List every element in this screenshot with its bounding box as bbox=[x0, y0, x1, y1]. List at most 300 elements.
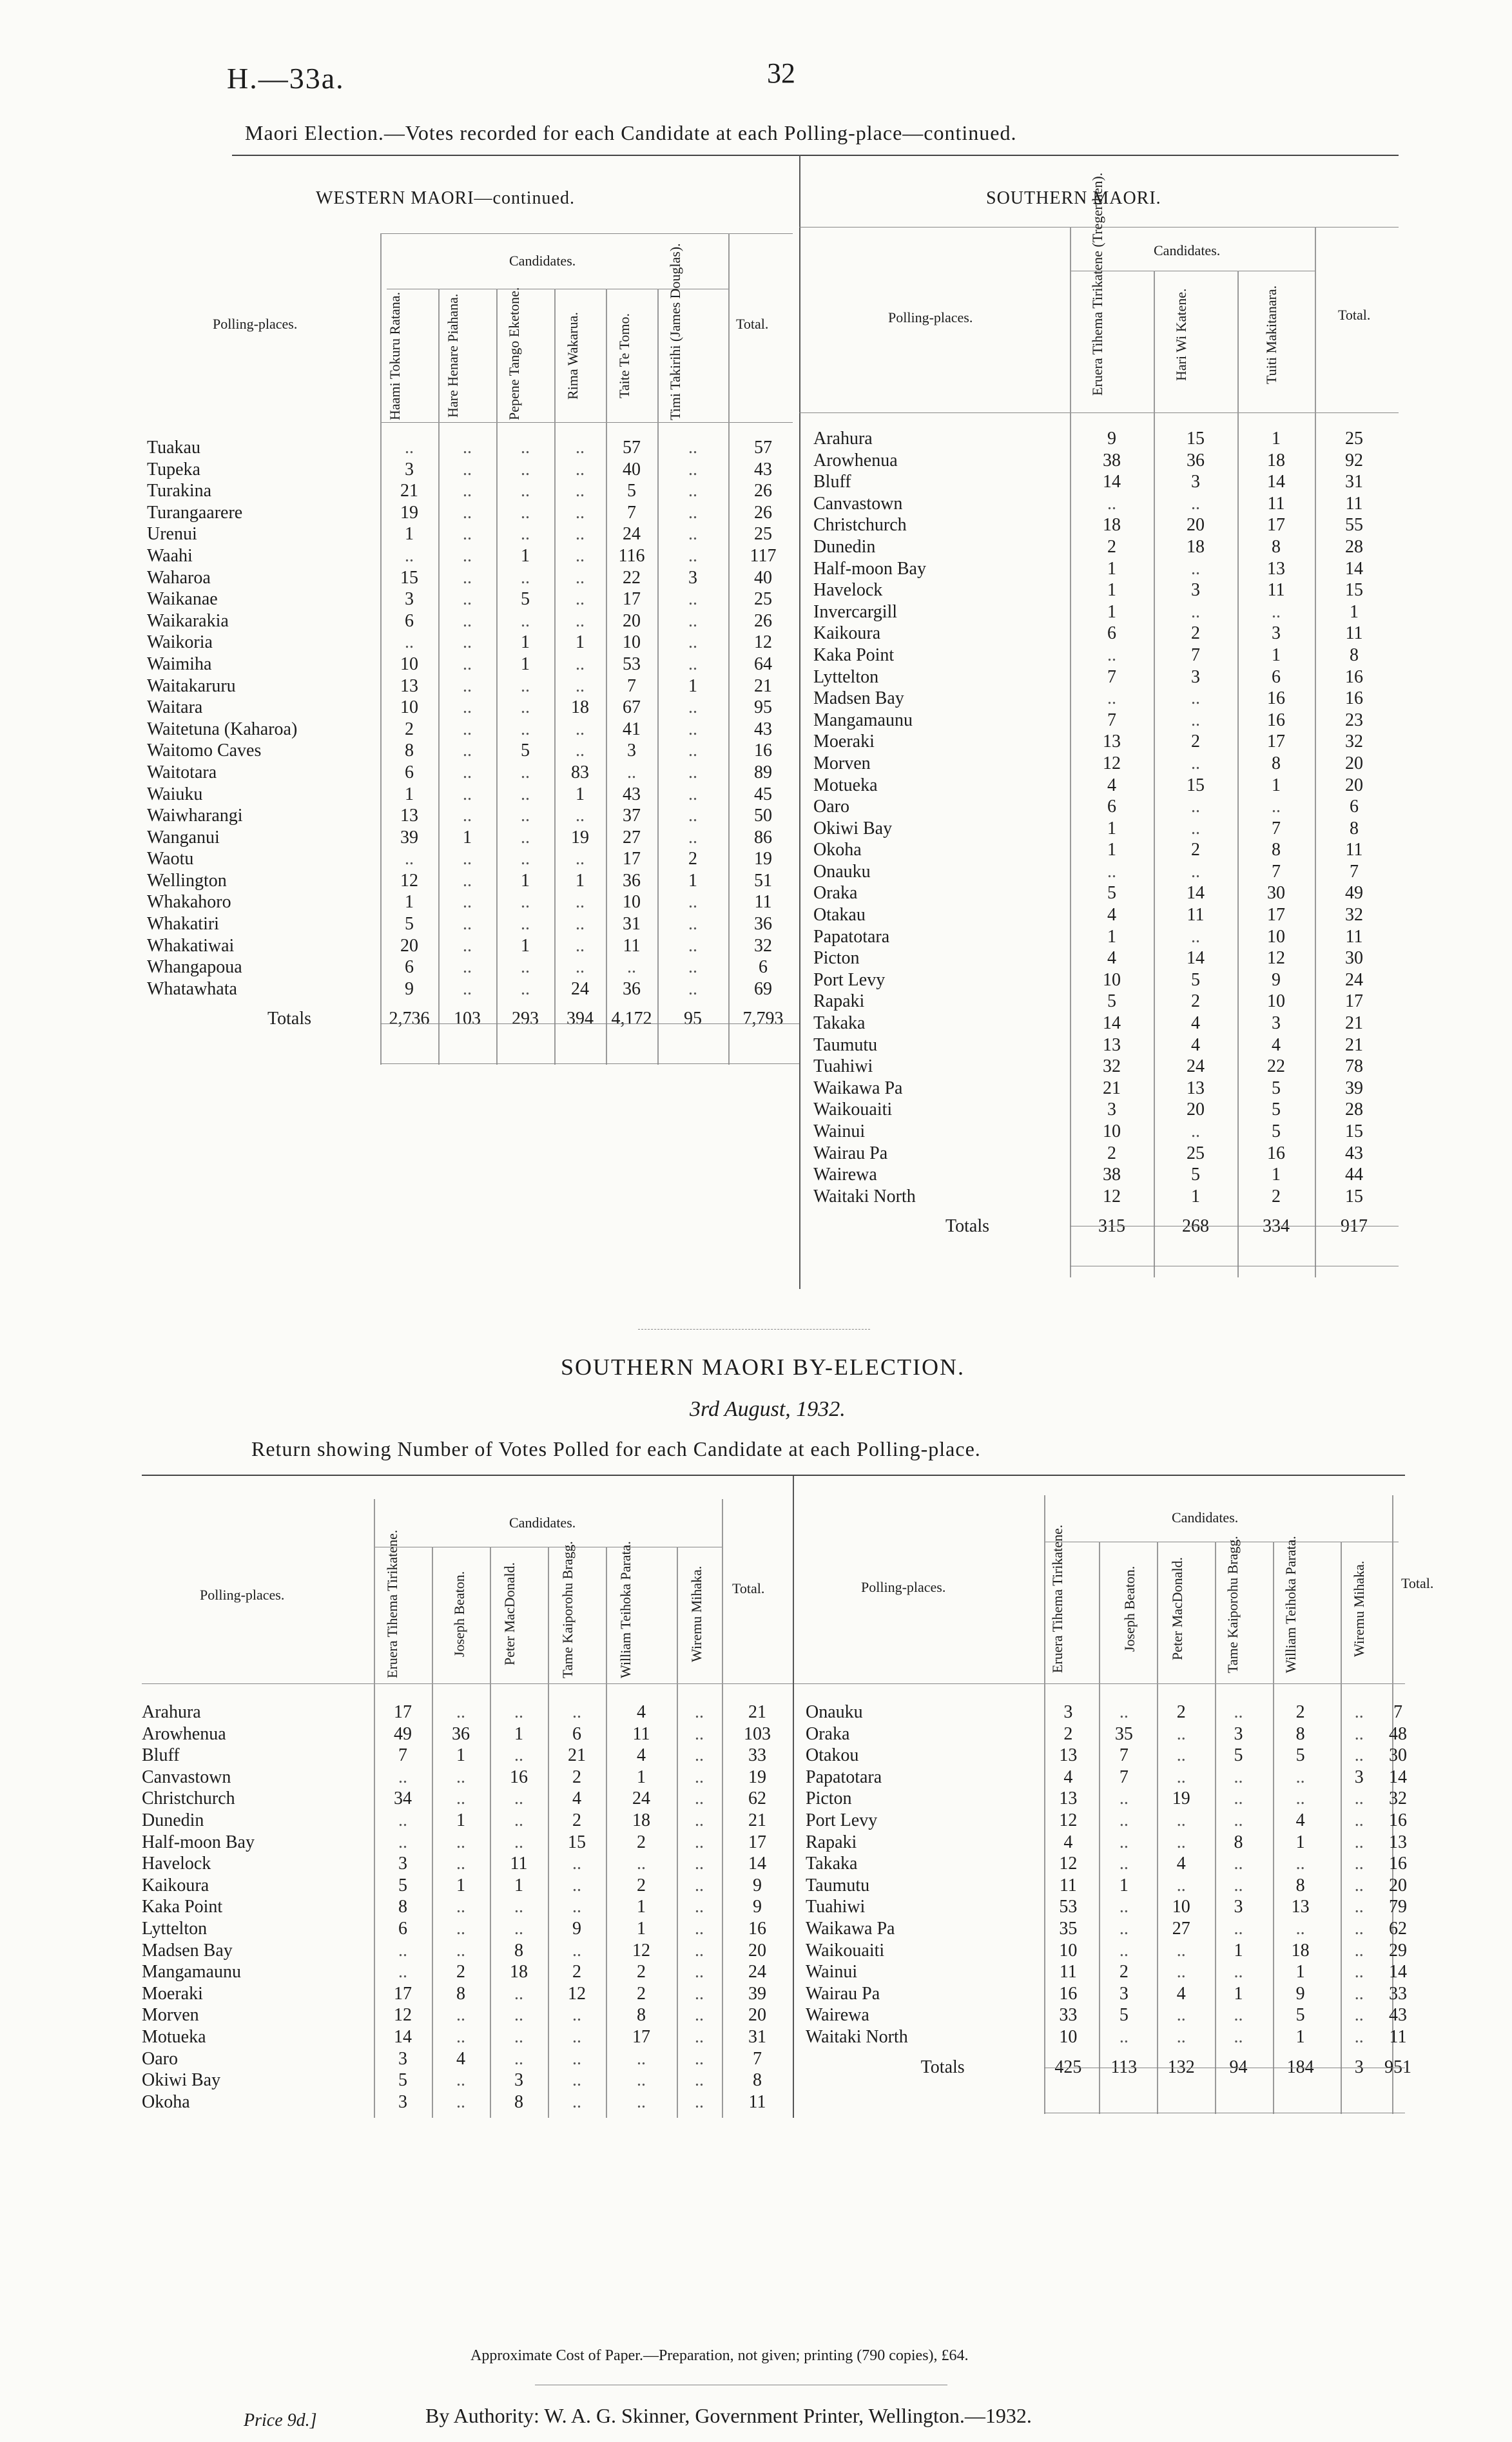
vote-cell: .. bbox=[576, 849, 585, 869]
vote-cell: .. bbox=[1354, 1810, 1364, 1830]
vote-cell: 14 bbox=[394, 2026, 412, 2047]
vote-cell: .. bbox=[576, 610, 585, 631]
vote-cell: 12 bbox=[632, 1940, 650, 1961]
vote-cell: 3 bbox=[1354, 1767, 1364, 1787]
by-election-row bbox=[806, 1745, 1411, 1767]
vote-cell: 21 bbox=[754, 675, 772, 696]
polling-place: Rapaki bbox=[806, 1832, 857, 1852]
southern-row bbox=[813, 1013, 1393, 1034]
by-election-row bbox=[142, 1767, 793, 1788]
vote-cell: 11 bbox=[1267, 493, 1285, 514]
vote-cell: .. bbox=[514, 1702, 523, 1722]
western-cand-3: Pepene Tango Eketone. bbox=[506, 287, 522, 420]
vote-cell: .. bbox=[463, 892, 472, 913]
vote-cell: 13 bbox=[1388, 1832, 1407, 1852]
vote-cell: 1 bbox=[456, 1810, 465, 1830]
vote-cell: 12 bbox=[1059, 1854, 1078, 1874]
southern-row bbox=[813, 1099, 1393, 1121]
by-election-row bbox=[806, 1701, 1411, 1723]
vote-cell: 10 bbox=[1103, 1121, 1121, 1141]
western-total-cell: 293 bbox=[512, 1009, 539, 1029]
vote-cell: 67 bbox=[623, 697, 641, 718]
western-row bbox=[147, 740, 798, 762]
vote-cell: 1 bbox=[463, 827, 472, 848]
vote-cell: 8 bbox=[514, 2091, 523, 2112]
vote-cell: 3 bbox=[1191, 472, 1200, 492]
vote-cell: 7 bbox=[627, 502, 636, 523]
vote-cell: 22 bbox=[1267, 1056, 1285, 1077]
vote-cell: .. bbox=[463, 545, 472, 566]
western-table bbox=[147, 437, 798, 1038]
vote-cell: 3 bbox=[1119, 1983, 1129, 2004]
vote-cell: .. bbox=[572, 1897, 581, 1917]
vote-cell: 4 bbox=[572, 1788, 581, 1809]
vote-cell: 1 bbox=[405, 524, 414, 545]
vote-cell: .. bbox=[463, 654, 472, 674]
vote-cell: 7 bbox=[1119, 1767, 1129, 1787]
vote-cell: .. bbox=[398, 1940, 407, 1961]
vote-cell: .. bbox=[521, 610, 530, 631]
southern-total-cell: 315 bbox=[1098, 1216, 1125, 1237]
vote-cell: .. bbox=[572, 1702, 581, 1722]
polling-place: Madsen Bay bbox=[813, 688, 904, 709]
by-election-row bbox=[142, 2004, 793, 2026]
polling-place: Okoha bbox=[813, 840, 862, 860]
vote-cell: .. bbox=[463, 741, 472, 761]
vote-cell: 7 bbox=[1107, 710, 1116, 730]
vote-cell: 25 bbox=[754, 589, 772, 610]
vote-cell: 15 bbox=[1187, 775, 1205, 795]
by-election-row bbox=[142, 1745, 793, 1767]
vote-cell: 3 bbox=[514, 2070, 523, 2091]
southern-row bbox=[813, 947, 1393, 969]
vote-cell: 3 bbox=[1272, 1013, 1281, 1034]
vote-cell: 1 bbox=[1272, 775, 1281, 795]
vote-cell: .. bbox=[463, 675, 472, 696]
vote-cell: 20 bbox=[1345, 775, 1363, 795]
vote-cell: .. bbox=[1191, 558, 1200, 579]
southern-row bbox=[813, 1143, 1393, 1165]
vote-cell: 10 bbox=[400, 654, 418, 674]
polling-place: Waitotara bbox=[147, 762, 217, 782]
by-right-cand-3: Peter MacDonald. bbox=[1169, 1556, 1185, 1661]
price: Price 9d.] bbox=[244, 2410, 317, 2430]
vote-cell: .. bbox=[1234, 1788, 1243, 1809]
vote-cell: .. bbox=[514, 1788, 523, 1809]
vote-cell: 15 bbox=[568, 1832, 586, 1852]
vote-cell: 24 bbox=[623, 524, 641, 545]
vote-cell: 1 bbox=[521, 935, 530, 956]
vote-cell: 43 bbox=[623, 784, 641, 804]
vote-cell: 1 bbox=[456, 1875, 465, 1895]
vote-cell: .. bbox=[463, 632, 472, 653]
western-row bbox=[147, 675, 798, 697]
by-election-row bbox=[806, 1810, 1411, 1832]
vote-cell: .. bbox=[463, 589, 472, 610]
polling-place: Oraka bbox=[806, 1723, 850, 1744]
vote-cell: 1 bbox=[1107, 580, 1116, 601]
vote-cell: 5 bbox=[398, 1875, 407, 1895]
polling-place: Waiwharangi bbox=[147, 806, 243, 826]
polling-place: Mangamaunu bbox=[142, 1962, 241, 1982]
vote-cell: .. bbox=[1191, 601, 1200, 622]
vote-cell: .. bbox=[695, 1723, 704, 1744]
western-row bbox=[147, 719, 798, 741]
by-election-row bbox=[806, 1875, 1411, 1897]
polling-place: Onauku bbox=[813, 861, 871, 882]
southern-row bbox=[813, 558, 1393, 580]
by-election-row bbox=[142, 1723, 793, 1745]
vote-cell: 12 bbox=[1103, 753, 1121, 773]
vote-cell: .. bbox=[463, 610, 472, 631]
vote-cell: .. bbox=[637, 2070, 646, 2091]
western-row bbox=[147, 935, 798, 957]
vote-cell: .. bbox=[695, 1788, 704, 1809]
polling-place: Canvastown bbox=[813, 493, 903, 514]
polling-place: Port Levy bbox=[806, 1810, 878, 1830]
vote-cell: 18 bbox=[510, 1962, 528, 1982]
vote-cell: 53 bbox=[1059, 1897, 1078, 1917]
polling-place: Otakou bbox=[806, 1745, 859, 1766]
vote-cell: 62 bbox=[748, 1788, 766, 1809]
vote-cell: 2 bbox=[637, 1875, 646, 1895]
vote-cell: 19 bbox=[571, 827, 589, 848]
vote-cell: 9 bbox=[753, 1875, 762, 1895]
vote-cell: .. bbox=[1354, 1918, 1364, 1939]
vote-cell: 3 bbox=[627, 741, 636, 761]
western-row bbox=[147, 697, 798, 719]
page-title: Maori Election.—Votes recorded for each Candidate at each Polling-place—continued. bbox=[245, 121, 1017, 144]
vote-cell: 7 bbox=[1272, 818, 1281, 838]
polling-place: Waitaki North bbox=[806, 2026, 908, 2047]
polling-place: Waikouaiti bbox=[806, 1940, 885, 1961]
vote-cell: 8 bbox=[753, 2070, 762, 2091]
vote-cell: 41 bbox=[623, 719, 641, 739]
vote-cell: 40 bbox=[623, 459, 641, 480]
western-total-cell: 2,736 bbox=[389, 1009, 430, 1029]
vote-cell: 22 bbox=[623, 567, 641, 588]
vote-cell: 11 bbox=[1059, 1875, 1077, 1895]
vote-cell: 27 bbox=[1172, 1918, 1190, 1939]
vote-cell: 21 bbox=[1345, 1034, 1363, 1055]
vote-cell: .. bbox=[463, 957, 472, 978]
by-election-subtitle: Return showing Number of Votes Polled for each Candidate at each Polling-place. bbox=[251, 1437, 981, 1460]
by-right-candidates-heading: Candidates. bbox=[1172, 1509, 1239, 1526]
vote-cell: .. bbox=[1176, 1745, 1186, 1766]
vote-cell: .. bbox=[576, 741, 585, 761]
by-election-row bbox=[142, 2026, 793, 2048]
vote-cell: 1 bbox=[405, 892, 414, 913]
polling-place: Arahura bbox=[142, 1702, 201, 1722]
vote-cell: .. bbox=[576, 935, 585, 956]
vote-cell: 4 bbox=[1107, 948, 1116, 969]
vote-cell: .. bbox=[1119, 1788, 1129, 1809]
vote-cell: 1 bbox=[1107, 926, 1116, 947]
vote-cell: .. bbox=[456, 2026, 465, 2047]
vote-cell: .. bbox=[514, 2005, 523, 2026]
vote-cell: 25 bbox=[1187, 1143, 1205, 1163]
vote-cell: .. bbox=[576, 502, 585, 523]
vote-cell: 2 bbox=[637, 1983, 646, 2004]
vote-cell: 17 bbox=[748, 1832, 766, 1852]
vote-cell: 39 bbox=[400, 827, 418, 848]
by-total-cell: 132 bbox=[1167, 2057, 1195, 2077]
vote-cell: 6 bbox=[759, 957, 768, 978]
vote-cell: 3 bbox=[405, 589, 414, 610]
vote-cell: .. bbox=[1354, 2005, 1364, 2026]
vote-cell: .. bbox=[514, 1918, 523, 1939]
vote-cell: .. bbox=[1295, 1767, 1305, 1787]
vote-cell: .. bbox=[1176, 1767, 1186, 1787]
vote-cell: .. bbox=[463, 438, 472, 458]
vote-cell: 9 bbox=[753, 1897, 762, 1917]
southern-row bbox=[813, 688, 1393, 710]
polling-place: Taumutu bbox=[806, 1875, 870, 1895]
polling-place: Moeraki bbox=[142, 1983, 203, 2004]
vote-cell: .. bbox=[695, 1767, 704, 1787]
vote-cell: .. bbox=[521, 675, 530, 696]
vote-cell: 7 bbox=[1272, 861, 1281, 882]
vote-cell: .. bbox=[695, 2005, 704, 2026]
vote-cell: 1 bbox=[1295, 1962, 1305, 1982]
vote-cell: 10 bbox=[400, 697, 418, 718]
vote-cell: .. bbox=[1107, 644, 1116, 665]
vote-cell: .. bbox=[521, 481, 530, 501]
vote-cell: 36 bbox=[754, 914, 772, 935]
vote-cell: 5 bbox=[1107, 991, 1116, 1012]
polling-place: Canvastown bbox=[142, 1767, 231, 1787]
vote-cell: 4 bbox=[1295, 1810, 1305, 1830]
vote-cell: 1 bbox=[637, 1918, 646, 1939]
vote-cell: .. bbox=[576, 524, 585, 545]
vote-cell: .. bbox=[1354, 1723, 1364, 1744]
vote-cell: 36 bbox=[623, 978, 641, 999]
by-election-row bbox=[806, 1767, 1411, 1788]
vote-cell: 16 bbox=[1388, 1810, 1407, 1830]
vote-cell: 16 bbox=[748, 1918, 766, 1939]
polling-place: Lyttelton bbox=[142, 1918, 208, 1939]
vote-cell: 25 bbox=[1345, 429, 1363, 449]
vote-cell: .. bbox=[695, 2048, 704, 2069]
vote-cell: 5 bbox=[1272, 1078, 1281, 1098]
polling-place: Madsen Bay bbox=[142, 1940, 233, 1961]
vote-cell: 1 bbox=[576, 632, 585, 653]
vote-cell: 95 bbox=[754, 697, 772, 718]
southern-total-heading: Total. bbox=[1338, 307, 1371, 323]
vote-cell: 89 bbox=[754, 762, 772, 782]
vote-cell: .. bbox=[456, 1788, 465, 1809]
vote-cell: 26 bbox=[754, 502, 772, 523]
southern-cand-2: Hari Wi Katene. bbox=[1173, 288, 1189, 381]
vote-cell: .. bbox=[1354, 1745, 1364, 1766]
vote-cell: 5 bbox=[1191, 969, 1200, 990]
vote-cell: 18 bbox=[1187, 536, 1205, 557]
vote-cell: .. bbox=[1354, 1962, 1364, 1982]
vote-cell: .. bbox=[695, 2026, 704, 2047]
western-row bbox=[147, 567, 798, 589]
vote-cell: .. bbox=[1176, 2005, 1186, 2026]
by-election-row bbox=[806, 2026, 1411, 2048]
by-election-row bbox=[142, 1983, 793, 2005]
vote-cell: .. bbox=[405, 545, 414, 566]
by-right-cand-4: Tame Kaiporohu Bragg. bbox=[1225, 1536, 1241, 1673]
polling-place: Oaro bbox=[813, 797, 849, 817]
vote-cell: 20 bbox=[748, 2005, 766, 2026]
vote-cell: 103 bbox=[744, 1723, 771, 1744]
vote-cell: .. bbox=[688, 957, 697, 978]
southern-totals-row bbox=[813, 1207, 1393, 1246]
vote-cell: 38 bbox=[1103, 450, 1121, 470]
western-row bbox=[147, 654, 798, 675]
vote-cell: 7 bbox=[1119, 1745, 1129, 1766]
southern-total-cell: 268 bbox=[1182, 1216, 1209, 1237]
vote-cell: 4 bbox=[456, 2048, 465, 2069]
vote-cell: .. bbox=[576, 545, 585, 566]
vote-cell: 6 bbox=[405, 610, 414, 631]
vote-cell: 11 bbox=[754, 892, 772, 913]
vote-cell: .. bbox=[463, 459, 472, 480]
vote-cell: 5 bbox=[627, 481, 636, 501]
polling-place: Morven bbox=[142, 2005, 199, 2026]
southern-row bbox=[813, 818, 1393, 840]
polling-place: Wairau Pa bbox=[813, 1143, 888, 1163]
by-election-row bbox=[142, 1832, 793, 1854]
vote-cell: 36 bbox=[1187, 450, 1205, 470]
vote-cell: .. bbox=[688, 654, 697, 674]
vote-cell: 24 bbox=[571, 978, 589, 999]
vote-cell: .. bbox=[463, 870, 472, 891]
by-election-right-table bbox=[806, 1701, 1411, 2087]
vote-cell: .. bbox=[688, 697, 697, 718]
vote-cell: 1 bbox=[405, 784, 414, 804]
vote-cell: .. bbox=[521, 719, 530, 739]
vote-cell: .. bbox=[576, 567, 585, 588]
vote-cell: 2 bbox=[637, 1832, 646, 1852]
vote-cell: .. bbox=[695, 1983, 704, 2004]
vote-cell: 16 bbox=[754, 741, 772, 761]
vote-cell: 16 bbox=[1267, 688, 1285, 709]
vote-cell: 64 bbox=[754, 654, 772, 674]
vote-cell: 20 bbox=[1187, 515, 1205, 536]
vote-cell: 26 bbox=[754, 610, 772, 631]
vote-cell: 9 bbox=[405, 978, 414, 999]
polling-place: Picton bbox=[806, 1788, 852, 1809]
vote-cell: .. bbox=[463, 762, 472, 782]
vote-cell: .. bbox=[1119, 1810, 1129, 1830]
vote-cell: 1 bbox=[1272, 1165, 1281, 1185]
vote-cell: 30 bbox=[1267, 883, 1285, 904]
vote-cell: 25 bbox=[754, 524, 772, 545]
vote-cell: .. bbox=[521, 567, 530, 588]
vote-cell: 18 bbox=[571, 697, 589, 718]
vote-cell: 17 bbox=[1267, 905, 1285, 925]
vote-cell: .. bbox=[1234, 1702, 1243, 1722]
vote-cell: 10 bbox=[1172, 1897, 1190, 1917]
vote-cell: 1 bbox=[688, 870, 697, 891]
western-total-cell: 95 bbox=[684, 1009, 702, 1029]
by-right-total-heading: Total. bbox=[1401, 1575, 1434, 1591]
southern-row bbox=[813, 839, 1393, 861]
vote-cell: .. bbox=[463, 502, 472, 523]
vote-cell: 1 bbox=[1295, 2026, 1305, 2047]
cost-note: Approximate Cost of Paper.—Preparation, not given; printing (790 copies), £64. bbox=[470, 2347, 969, 2364]
vote-cell: 2 bbox=[1119, 1962, 1129, 1982]
vote-cell: 11 bbox=[748, 2091, 766, 2112]
vote-cell: 11 bbox=[623, 935, 641, 956]
vote-cell: 8 bbox=[1272, 840, 1281, 860]
vote-cell: .. bbox=[521, 459, 530, 480]
western-row bbox=[147, 827, 798, 849]
vote-cell: 1 bbox=[456, 1745, 465, 1766]
vote-cell: 7 bbox=[1350, 861, 1359, 882]
vote-cell: .. bbox=[1176, 2026, 1186, 2047]
vote-cell: .. bbox=[688, 827, 697, 848]
vote-cell: .. bbox=[1191, 710, 1200, 730]
vote-cell: 44 bbox=[1345, 1165, 1363, 1185]
vote-cell: .. bbox=[521, 438, 530, 458]
vote-cell: 1 bbox=[1107, 840, 1116, 860]
vote-cell: 31 bbox=[623, 914, 641, 935]
western-row bbox=[147, 848, 798, 870]
vote-cell: .. bbox=[1119, 1832, 1129, 1852]
vote-cell: 2 bbox=[688, 849, 697, 869]
vote-cell: .. bbox=[521, 806, 530, 826]
western-cand-6: Timi Takirihi (James Douglas). bbox=[667, 243, 683, 420]
vote-cell: 16 bbox=[1345, 666, 1363, 687]
southern-cand-1: Eruera Tihema Tirikatene (Tregerthen). bbox=[1089, 172, 1105, 396]
vote-cell: 19 bbox=[748, 1767, 766, 1787]
vote-cell: .. bbox=[514, 1810, 523, 1830]
vote-cell: .. bbox=[521, 697, 530, 718]
vote-cell: 3 bbox=[1191, 666, 1200, 687]
vote-cell: 4 bbox=[1107, 775, 1116, 795]
vote-cell: 1 bbox=[514, 1723, 523, 1744]
vote-cell: 16 bbox=[1388, 1854, 1407, 1874]
vote-cell: 2 bbox=[1295, 1702, 1305, 1722]
southern-totals-label: Totals bbox=[945, 1216, 990, 1237]
vote-cell: .. bbox=[688, 892, 697, 913]
vote-cell: 32 bbox=[1345, 732, 1363, 752]
vote-cell: .. bbox=[688, 806, 697, 826]
by-election-row bbox=[806, 1918, 1411, 1940]
vote-cell: 1 bbox=[1234, 1940, 1243, 1961]
by-right-cand-2: Joseph Beaton. bbox=[1121, 1565, 1138, 1652]
southern-row bbox=[813, 796, 1393, 818]
vote-cell: 2 bbox=[1107, 536, 1116, 557]
vote-cell: .. bbox=[1176, 1962, 1186, 1982]
vote-cell: 16 bbox=[1059, 1983, 1078, 2004]
western-row bbox=[147, 870, 798, 892]
polling-place: Dunedin bbox=[813, 536, 876, 557]
vote-cell: .. bbox=[576, 806, 585, 826]
western-row bbox=[147, 805, 798, 827]
western-row bbox=[147, 610, 798, 632]
vote-cell: .. bbox=[688, 978, 697, 999]
southern-row bbox=[813, 471, 1393, 493]
western-totals-row bbox=[147, 1000, 798, 1038]
polling-place: Wanganui bbox=[147, 827, 220, 848]
by-election-row bbox=[806, 1832, 1411, 1854]
by-total-cell: 94 bbox=[1229, 2057, 1248, 2077]
vote-cell: 2 bbox=[1191, 840, 1200, 860]
western-total-cell: 4,172 bbox=[611, 1009, 652, 1029]
vote-cell: 4 bbox=[1107, 905, 1116, 925]
western-total-cell: 7,793 bbox=[742, 1009, 784, 1029]
by-election-row bbox=[142, 1918, 793, 1940]
vote-cell: 5 bbox=[1119, 2005, 1129, 2026]
vote-cell: 69 bbox=[754, 978, 772, 999]
vote-cell: 10 bbox=[1059, 1940, 1078, 1961]
